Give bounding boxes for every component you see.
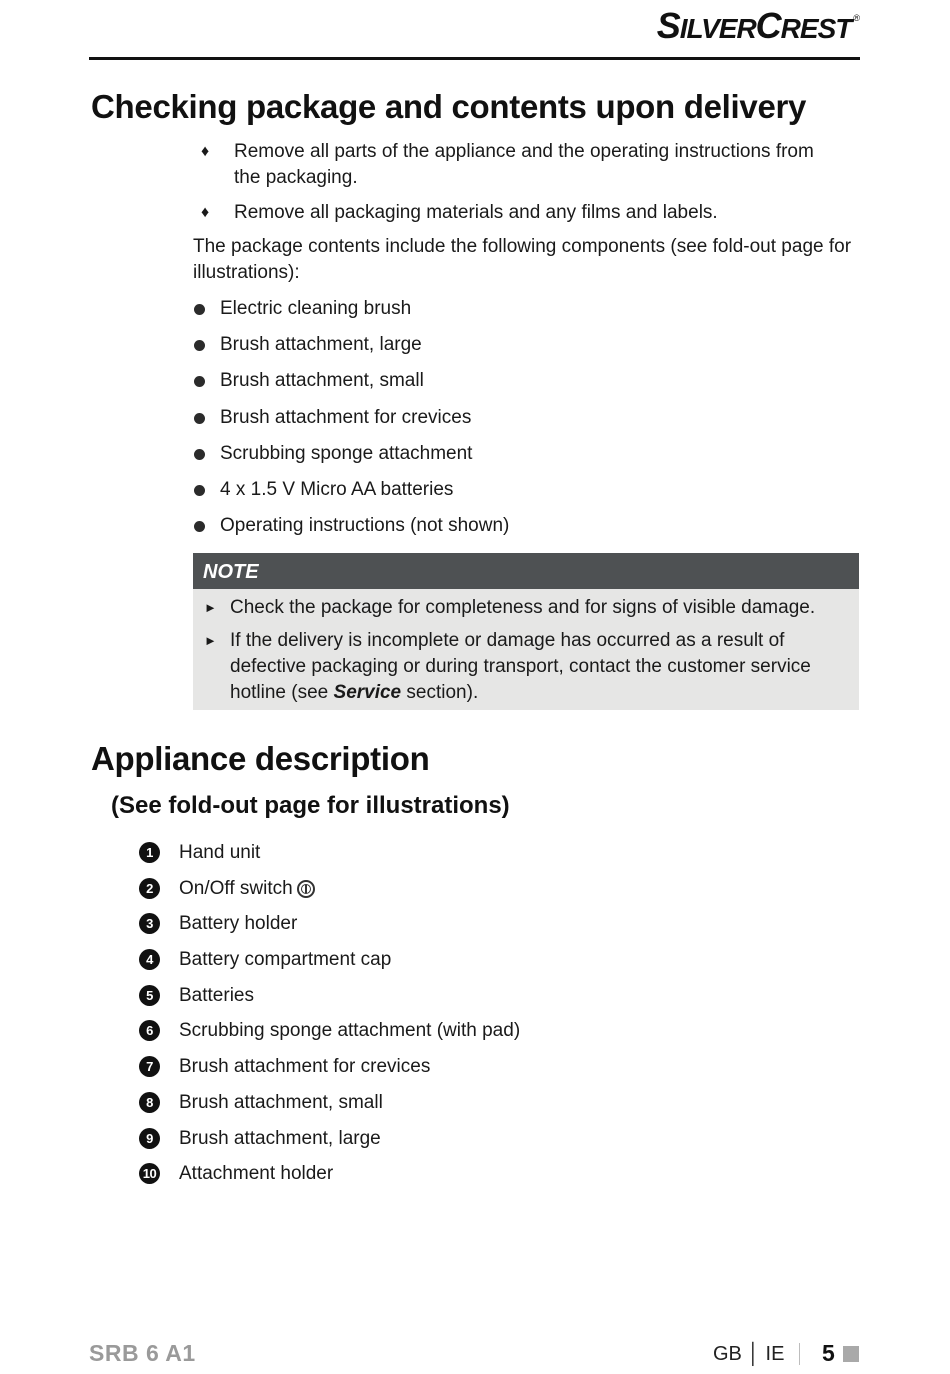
unpacking-steps-list: [200, 139, 840, 235]
footer-divider: [799, 1343, 800, 1365]
list-item: Operating instructions (not shown): [193, 512, 509, 548]
number-badge: 4: [139, 949, 160, 970]
header-rule: [89, 57, 860, 60]
bullet-dot-icon: [194, 485, 205, 496]
note-box: [193, 553, 859, 710]
service-section-reference: Service: [333, 682, 402, 703]
list-item: Brush attachment for crevices: [193, 404, 509, 440]
list-item: 8 Brush attachment, small: [139, 1089, 520, 1125]
list-item: Electric cleaning brush: [193, 295, 509, 331]
parts-list: [139, 839, 520, 1196]
bullet-dot-icon: [194, 340, 205, 351]
list-item: ► If the delivery is incomplete or damage has occurred as a result of defective packaging or during transport, contact the customer service hotline (see Service section).: [204, 630, 811, 703]
footer-language-codes: GB │ IE: [713, 1343, 785, 1365]
power-switch-icon: [297, 880, 315, 898]
number-badge: 2: [139, 878, 160, 899]
list-item: 10 Attachment holder: [139, 1160, 520, 1196]
number-badge: 1: [139, 842, 160, 863]
bullet-dot-icon: [194, 304, 205, 315]
page-marker-square: [843, 1346, 859, 1362]
silvercrest-logo: SILVERCREST ®: [656, 5, 859, 46]
section-title-appliance-description: Appliance description: [91, 740, 430, 777]
section-title-checking-package: Checking package and contents upon delivery: [91, 88, 807, 125]
list-item: 9 Brush attachment, large: [139, 1125, 520, 1161]
number-badge: 8: [139, 1092, 160, 1113]
footer-model-number: SRB 6 A1: [89, 1340, 196, 1366]
page-number: 5: [822, 1340, 835, 1366]
bullet-dot-icon: [194, 376, 205, 387]
number-badge: 10: [139, 1163, 160, 1184]
number-badge: 6: [139, 1020, 160, 1041]
diamond-bullet-icon: ♦: [201, 204, 210, 221]
number-badge: 3: [139, 913, 160, 934]
bullet-dot-icon: [194, 521, 205, 532]
contents-intro: The package contents include the following components (see fold-out page for illustrations):: [193, 236, 852, 283]
list-item: 3 Battery holder: [139, 910, 520, 946]
list-item: Scrubbing sponge attachment: [193, 440, 509, 476]
number-badge: 7: [139, 1056, 160, 1077]
list-item: 2 On/Off switch: [139, 875, 520, 911]
list-item: 5 Batteries: [139, 982, 520, 1018]
number-badge: 9: [139, 1128, 160, 1149]
list-item: 1 Hand unit: [139, 839, 520, 875]
list-item: ♦ Remove all packaging materials and any films and labels.: [200, 200, 840, 226]
bullet-dot-icon: [194, 449, 205, 460]
list-item: ► Check the package for completeness and for signs of visible damage.: [193, 595, 859, 621]
diamond-bullet-icon: ♦: [201, 143, 210, 160]
arrow-bullet-icon: ►: [204, 633, 217, 648]
list-item: ♦ Remove all parts of the appliance and the operating instructions from the packaging.: [201, 141, 814, 188]
list-item: 7 Brush attachment for crevices: [139, 1053, 520, 1089]
list-item: Brush attachment, small: [193, 367, 509, 403]
list-item: 6 Scrubbing sponge attachment (with pad): [139, 1017, 520, 1053]
section-subtitle: (See fold-out page for illustrations): [111, 792, 510, 819]
package-contents-list: [193, 295, 509, 548]
list-item: 4 Battery compartment cap: [139, 946, 520, 982]
number-badge: 5: [139, 985, 160, 1006]
note-heading: NOTE: [193, 553, 859, 589]
list-item: Brush attachment, large: [193, 331, 509, 367]
bullet-dot-icon: [194, 413, 205, 424]
note-list: [193, 589, 859, 706]
arrow-bullet-icon: ►: [204, 600, 217, 615]
list-item: 4 x 1.5 V Micro AA batteries: [193, 476, 509, 512]
